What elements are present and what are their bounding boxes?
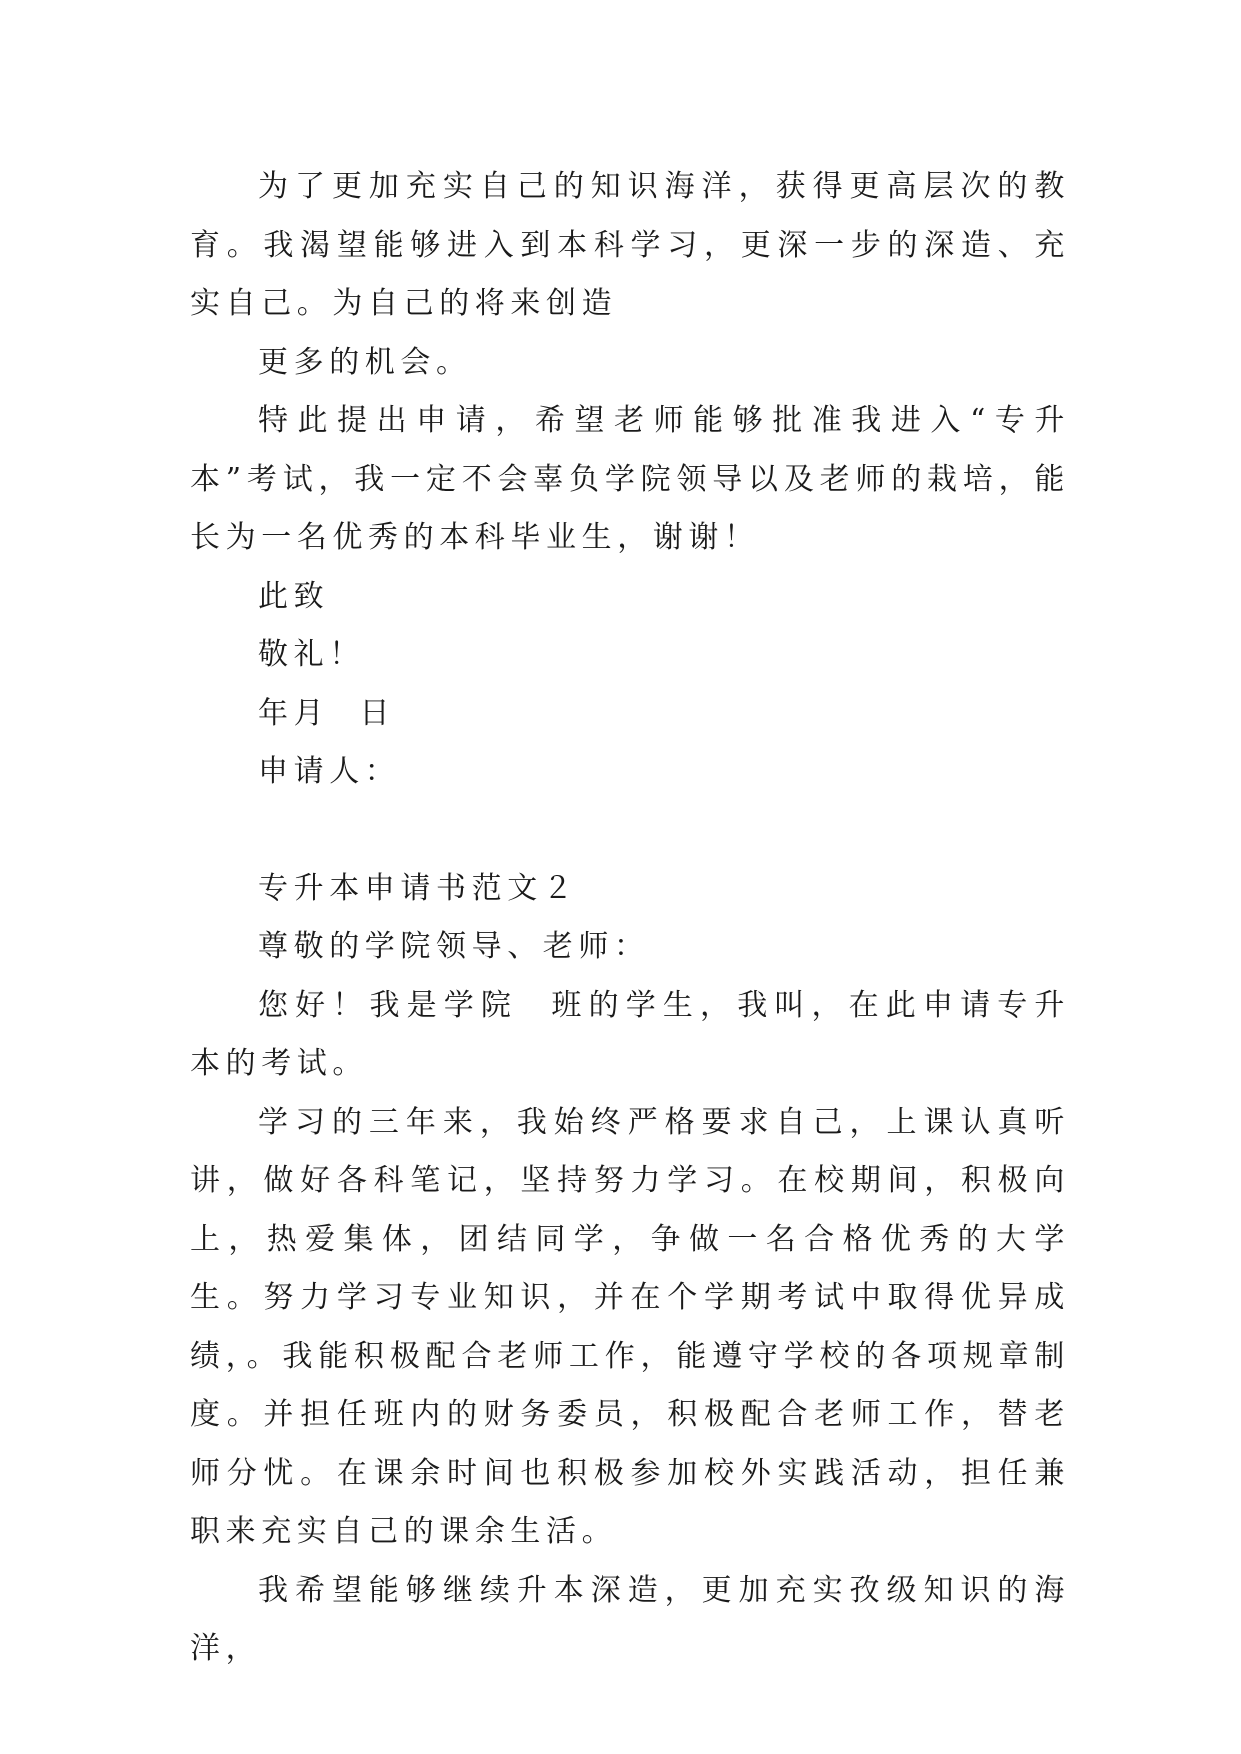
applicant-line: 申请人： — [258, 754, 401, 789]
closing-jingli: 敬礼！ — [258, 637, 365, 672]
paragraph-opportunity: 更多的机会。 — [258, 344, 472, 380]
section-title: 专升本申请书范文２ — [258, 870, 579, 906]
paragraph-study: 学习的三年来，我始终严格要求自己，上课认真听讲，做好各科笔记，坚持努力学习。在校期间，积极向上，热爱集体，团结同学，争做一名合格优秀的大学生。努力学习专业知识，并在个学期考试中取得优异成绩，。我能积极配合老师工作，能遵守学校的各项规章制度。并担任班内的财务委员，积极配合老师工作，替老师分忧。在课余时间也积极参加校外实践活动，担任兼职来充实自己的课余生活。 — [190, 1104, 1070, 1549]
document-body — [190, 158, 1070, 1679]
salutation: 尊敬的学院领导、老师： — [258, 929, 650, 964]
paragraph-hope: 我希望能够继续升本深造，更加充实孜级知识的海洋， — [190, 1572, 1070, 1666]
date-line: 年月 日 — [258, 695, 396, 731]
paragraph-purpose: 为了更加充实自己的知识海洋，获得更高层次的教育。我渴望能够进入到本科学习，更深一步的深造、充实自己。为自己的将来创造 — [190, 169, 1070, 321]
paragraph-greeting: 您好！我是学院 班的学生，我叫，在此申请专升本的考试。 — [190, 987, 1070, 1081]
closing-cizhi: 此致 — [258, 578, 330, 614]
section-spacer — [190, 802, 1070, 860]
paragraph-request: 特此提出申请，希望老师能够批准我进入“专升本”考试，我一定不会辜负学院领导以及老师的栽培，能长为一名优秀的本科毕业生，谢谢！ — [190, 403, 1070, 555]
